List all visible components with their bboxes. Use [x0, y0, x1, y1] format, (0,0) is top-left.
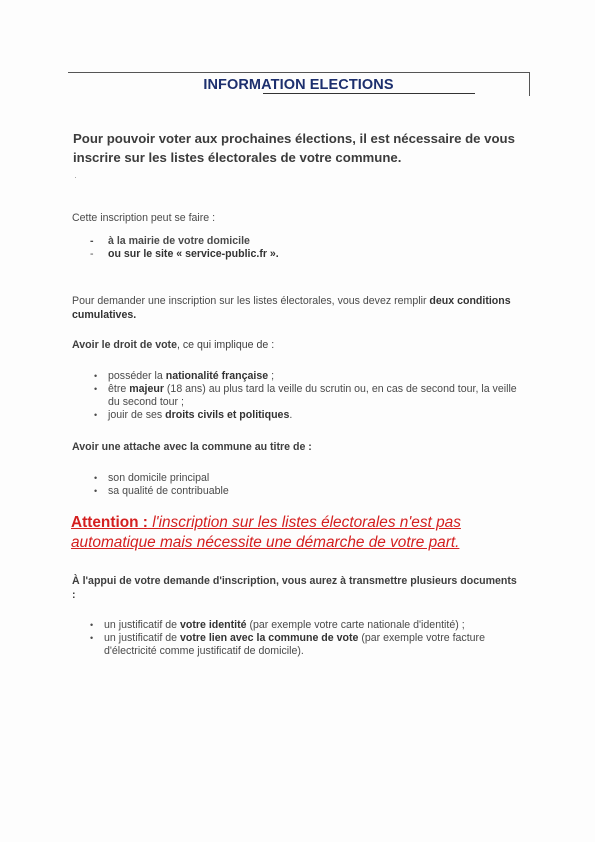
- list-item: • un justificatif de votre identité (par exemple votre carte nationale d'identité) ;: [104, 619, 519, 632]
- list-item: • son domicile principal: [108, 472, 229, 485]
- attache-list: [108, 472, 229, 498]
- documents-list: [104, 619, 519, 658]
- inscription-options-list: [108, 235, 279, 261]
- list-item: • jouir de ses droits civils et politiques.: [108, 409, 518, 422]
- inscription-intro: Cette inscription peut se faire :: [72, 212, 216, 224]
- intro-paragraph: Pour pouvoir voter aux prochaines élections, il est nécessaire de vous inscrire sur les listes électorales de votre commune.: [73, 131, 515, 165]
- list-item: • un justificatif de votre lien avec la commune de vote (par exemple votre facture d'électricité comme justificatif de domicile).: [104, 632, 519, 658]
- conditions-intro: Pour demander une inscription sur les listes électorales, vous devez remplir deux conditions cumulatives.: [72, 295, 511, 321]
- page-title: INFORMATION ELECTIONS: [203, 77, 394, 93]
- documents-intro: À l'appui de votre demande d'inscription, vous aurez à transmettre plusieurs documents :: [72, 575, 517, 601]
- attache-heading: Avoir une attache avec la commune au titre de :: [72, 441, 312, 453]
- title-underline: [263, 93, 475, 94]
- attention-notice: Attention : l'inscription sur les listes électorales n'est pas automatique mais nécessite une démarche de votre part.: [71, 514, 461, 551]
- title-box: [68, 72, 530, 96]
- list-item: • être majeur (18 ans) au plus tard la veille du scrutin ou, en cas de second tour, la veille du second tour ;: [108, 383, 518, 409]
- droit-vote-heading: Avoir le droit de vote, ce qui implique de :: [72, 339, 275, 351]
- droit-vote-list: [108, 370, 518, 422]
- list-item: - ou sur le site « service-public.fr ».: [108, 248, 279, 261]
- list-item: - à la mairie de votre domicile: [108, 235, 279, 248]
- stray-mark: ·: [74, 172, 77, 182]
- list-item: • sa qualité de contribuable: [108, 485, 229, 498]
- list-item: • posséder la nationalité française ;: [108, 370, 518, 383]
